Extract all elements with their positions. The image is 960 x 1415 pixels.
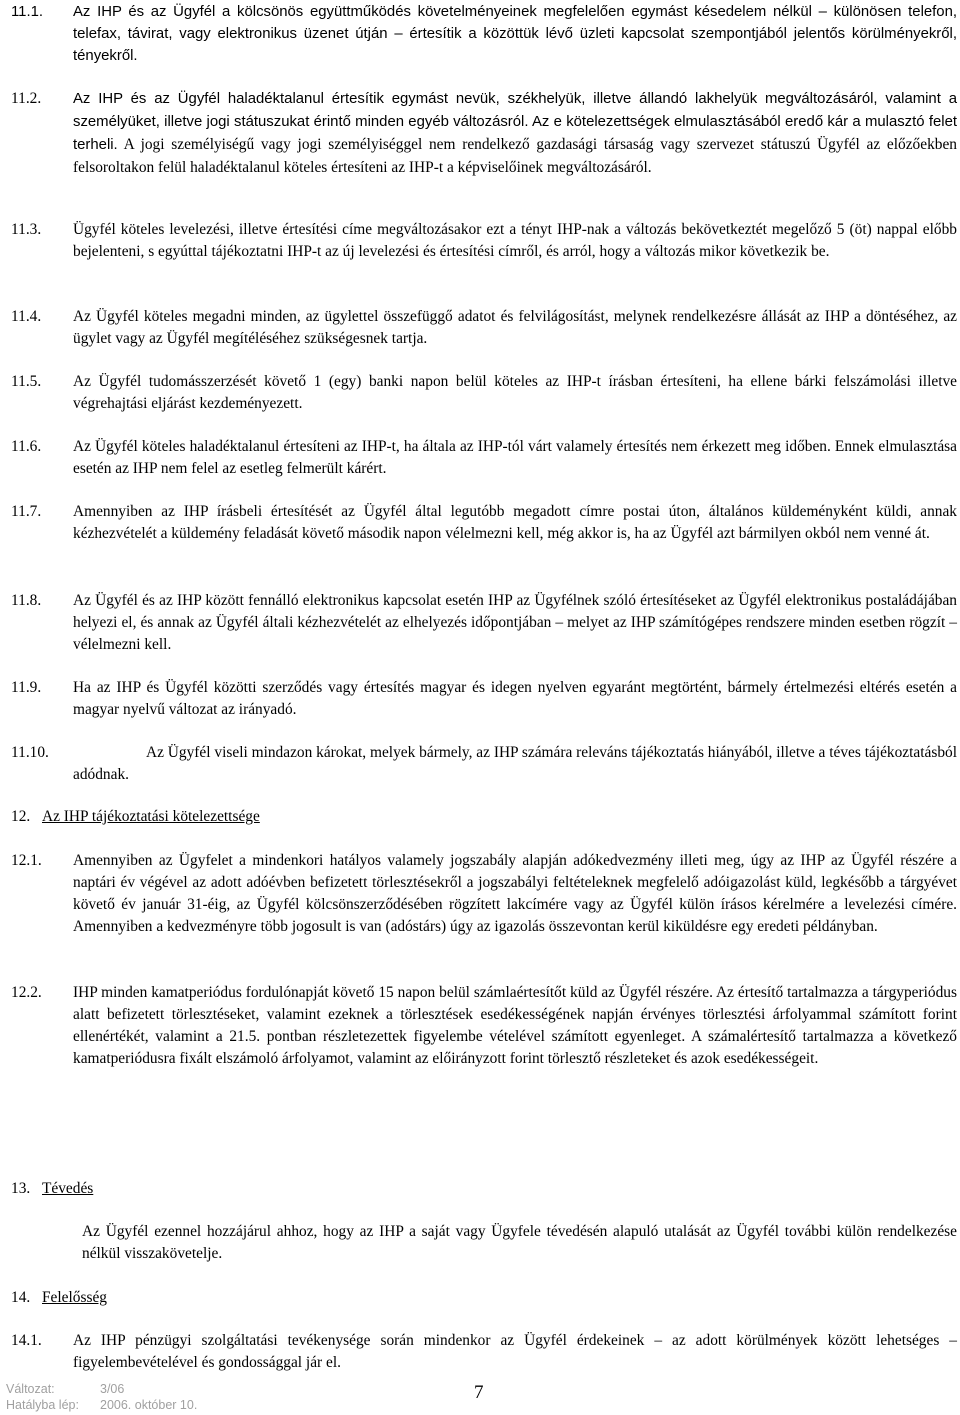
section-13-text: Az Ügyfél ezennel hozzájárul ahhoz, hogy az IHP a saját vagy Ügyfele tévedésén alapuló utalását az Ügyfél további külön rendelkezése nélkül visszakövetelje.	[82, 1223, 957, 1262]
section-number: 14.	[11, 1289, 31, 1306]
section-14-heading	[11, 1287, 107, 1309]
footer-effective	[6, 1398, 197, 1412]
section-title: Az IHP tájékoztatási kötelezettsége	[42, 808, 260, 825]
footer-effective-value: 2006. október 10.	[100, 1398, 198, 1412]
paragraph-11-2	[11, 88, 958, 179]
paragraph-11-10	[11, 742, 957, 786]
section-number: 12.	[11, 808, 31, 825]
paragraph-text: Az IHP pénzügyi szolgáltatási tevékenysége során mindenkor az Ügyfél érdekeinek – az adott körülmények között lehetséges – figyelembevételével és gondossággal jár el.	[73, 1332, 957, 1371]
paragraph-text-continued: A jogi személyiségű vagy jogi személyiséggel nem rendelkező gazdasági társaság vagy szervezet státuszú Ügyfél az előzőekben felsoroltakon felül haladéktalanul köteles értesíteni az IHP-t a képviselőinek megváltozásáról.	[73, 135, 958, 176]
paragraph-number: 11.8.	[11, 592, 42, 609]
paragraph-text: Az IHP és az Ügyfél haladéktalanul értesítik egymást nevük, székhelyük, illetve állandó lakhelyük megváltozásáról, valamint a személyüket, illetve jogi státuszukat érintő minden egyéb változásról. Az e kötelezettségek elmulasztásából eredő kár a mulasztó felet terheli.	[73, 91, 957, 153]
paragraph-text: Az Ügyfél köteles megadni minden, az ügylettel összefüggő adatot és felvilágosítást, melynek rendelkezésre állását az IHP a döntéséhez, az ügylet vagy az Ügyfél megítéléséhez szükségesnek tartja.	[73, 308, 957, 347]
paragraph-11-1	[11, 2, 957, 68]
section-title: Felelősség	[42, 1289, 107, 1306]
paragraph-12-2	[11, 982, 957, 1070]
section-12-heading	[11, 806, 260, 828]
section-number: 13.	[11, 1180, 31, 1197]
paragraph-number: 11.4.	[11, 308, 42, 325]
paragraph-text: Az IHP és az Ügyfél a kölcsönös együttműködés követelményeinek megfelelően egymást késedelem nélkül – különösen telefon, telefax, távirat, vagy elektronikus üzenet útján – értesítik a közöttük lévő üzleti kapcsolat szempontjából jelentős körülményekről, tényekről.	[73, 4, 957, 64]
paragraph-11-9	[11, 677, 957, 721]
paragraph-number: 14.1.	[11, 1332, 42, 1349]
paragraph-text: Ha az IHP és Ügyfél közötti szerződés vagy értesítés magyar és idegen nyelven egyaránt megtörtént, bármely értelmezési eltérés esetén a magyar nyelvű változat az irányadó.	[73, 679, 957, 718]
paragraph-text: Amennyiben az Ügyfelet a mindenkori hatályos valamely jogszabály alapján adókedvezmény illeti meg, úgy az IHP az Ügyfél részére a naptári év végével az adott adóévben befizetett törlesztésekről a jogszabályi feltételeknek megfelelő adóigazolást küld, legkésőbb a tárgyévet követő év január 31-éig, az Ügyfél kölcsönszerződésében rögzített lakcímére vagy az Ügyfél külön írásos kérelmére a levelezési címére. Amennyiben a kedvezményre több jogosult is van (adóstárs) úgy az igazolás összevontan kerül kiküldésre egy eredeti példányban.	[73, 852, 957, 935]
paragraph-number: 11.2.	[11, 90, 42, 107]
paragraph-text: Az Ügyfél viseli mindazon károkat, melyek bármely, az IHP számára releváns tájékoztatás hiányából, illetve a téves tájékoztatásból adódnak.	[73, 744, 957, 783]
paragraph-11-3	[11, 219, 957, 263]
paragraph-number: 11.3.	[11, 221, 42, 238]
paragraph-11-5	[11, 371, 957, 415]
section-title: Tévedés	[42, 1180, 94, 1197]
paragraph-11-7	[11, 501, 957, 545]
page-number: 7	[474, 1382, 484, 1403]
paragraph-number: 11.6.	[11, 438, 42, 455]
paragraph-11-8	[11, 590, 957, 656]
paragraph-11-6	[11, 436, 957, 480]
paragraph-number: 11.1.	[11, 4, 44, 20]
footer-version	[6, 1382, 124, 1396]
footer-version-value: 3/06	[100, 1382, 125, 1396]
paragraph-text: IHP minden kamatperiódus fordulónapját követő 15 napon belül számlaértesítőt küld az Ügyfél részére. Az értesítő tartalmazza a tárgyperiódus alatt befizetett törlesztéseket, valamint ezeknek a törlesztések esedékességének napján érvényes törlesztési árfolyammal számított forint ellenértékét, valamint a 21.5. pontban részletezettek figyelembe vételével számított egyenleget. A számalértesítő tartalmazza a következő kamatperiódusra fixált elszámoló árfolyamot, valamint az előirányzott forint törlesztő részleteket és azok esedékességeit.	[73, 984, 957, 1067]
footer-effective-label: Hatályba lép:	[6, 1398, 79, 1412]
paragraph-number: 11.10.	[11, 744, 49, 761]
paragraph-text: Ügyfél köteles levelezési, illetve értesítési címe megváltozásakor ezt a tényt IHP-nak a változás bekövetkeztét megelőző 5 (öt) nappal előbb bejelenteni, s egyúttal tájékoztatni IHP-t az új levelezési és értesítési címről, és arról, hogy a változás mikor következik be.	[73, 221, 957, 260]
paragraph-text: Az Ügyfél és az IHP között fennálló elektronikus kapcsolat esetén IHP az Ügyfélnek szóló értesítéseket az Ügyfél elektronikus postaládájában helyezi el, és annak az Ügyfél általi kézhezvételét az elhelyezés időpontjában – melyet az IHP számítógépes rendszere minden esetben rögzít – vélelmezni kell.	[73, 592, 957, 653]
paragraph-11-4	[11, 306, 957, 350]
paragraph-text: Amennyiben az IHP írásbeli értesítését az Ügyfél által legutóbb megadott címre postai úton, általános küldeményként küldi, annak kézhezvételét a küldemény feladását követő második napon vélelmezni kell, még akkor is, ha az Ügyfél azt bármilyen okból nem venné át.	[73, 503, 957, 542]
paragraph-14-1	[11, 1330, 957, 1374]
footer-version-label: Változat:	[6, 1382, 55, 1396]
paragraph-number: 11.5.	[11, 373, 42, 390]
paragraph-number: 12.2.	[11, 984, 42, 1001]
paragraph-number: 11.7.	[11, 503, 42, 520]
paragraph-text: Az Ügyfél tudomásszerzését követő 1 (egy) banki napon belül köteles az IHP-t írásban értesíteni, ha ellene bárki felszámolási illetve végrehajtási eljárást kezdeményezett.	[73, 373, 957, 412]
paragraph-12-1	[11, 850, 957, 938]
paragraph-number: 11.9.	[11, 679, 42, 696]
paragraph-number: 12.1.	[11, 852, 42, 869]
section-13-heading	[11, 1178, 93, 1200]
paragraph-text: Az Ügyfél köteles haladéktalanul értesíteni az IHP-t, ha általa az IHP-tól várt valamely értesítés nem érkezett meg időben. Ennek elmulasztása esetén az IHP nem felel az esetleg felmerült kárért.	[73, 438, 957, 477]
